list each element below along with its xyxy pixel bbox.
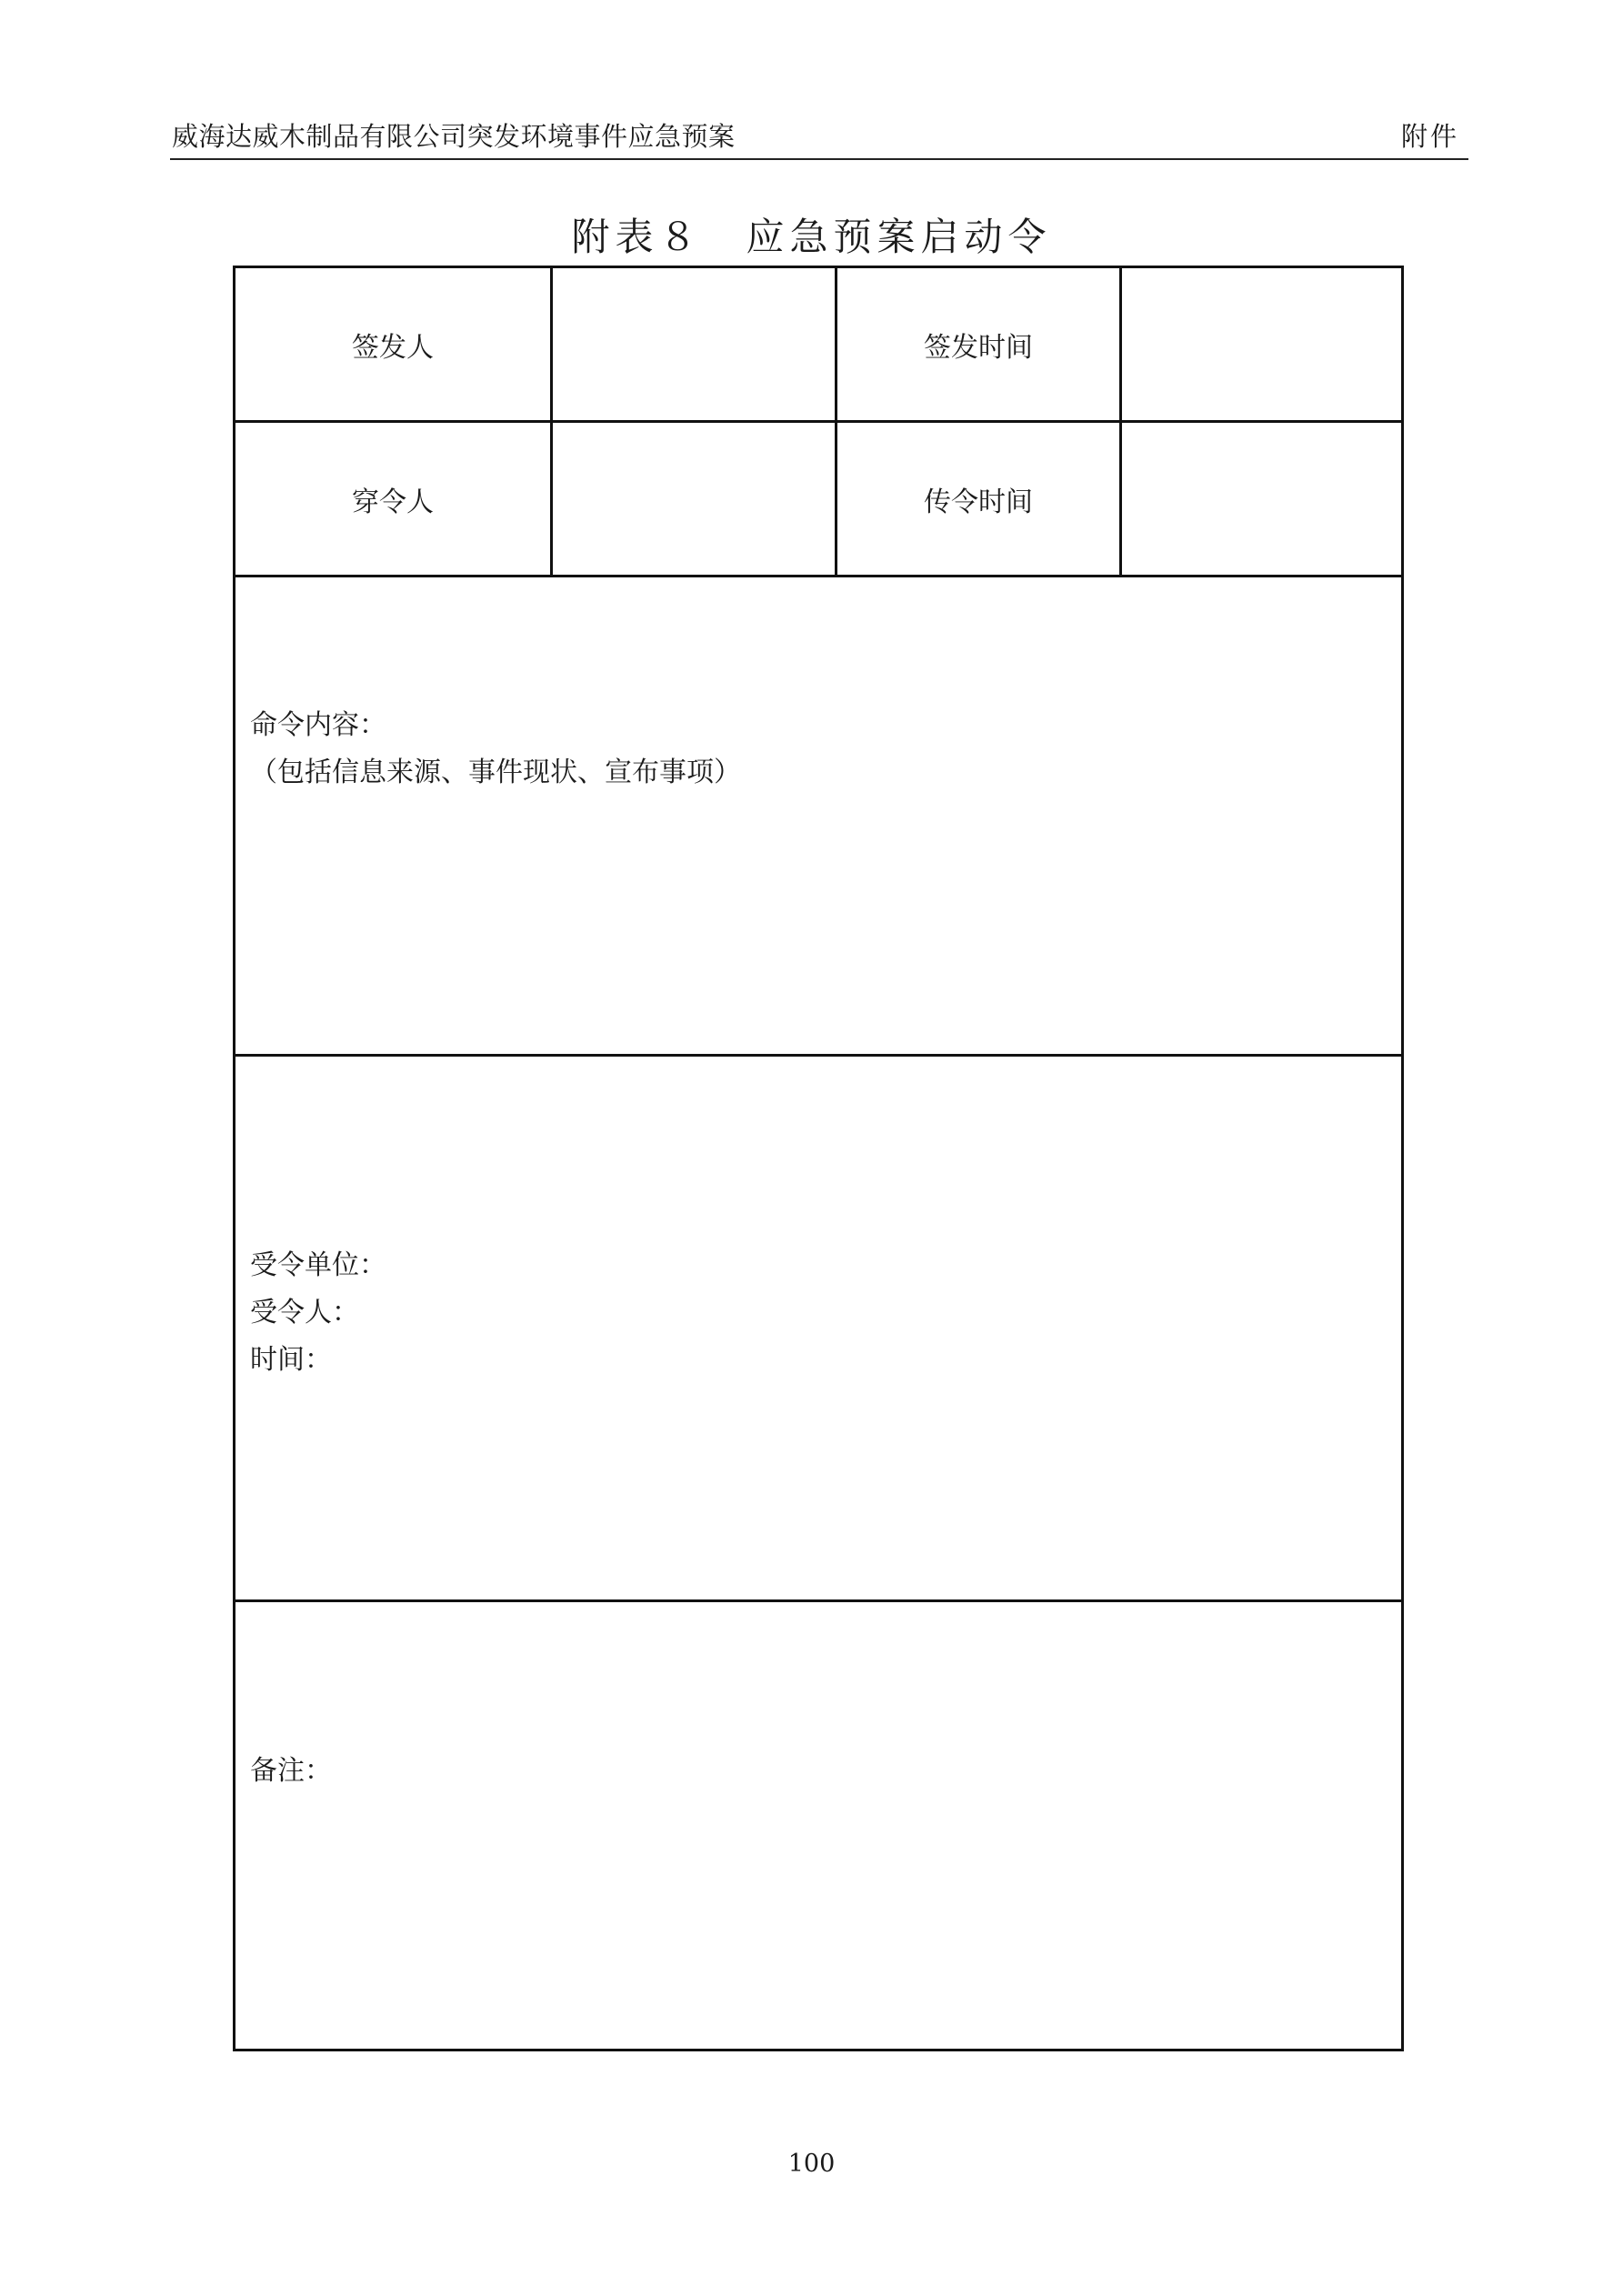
form-row-transmitter: [235, 423, 1401, 577]
issue-time-value-cell[interactable]: [1122, 268, 1401, 420]
command-content-text: [250, 702, 741, 797]
transmit-time-label: 传令时间: [837, 423, 1122, 575]
command-content-label: 命令内容：: [250, 709, 386, 741]
document-title: 附表８ 应急预案启动令: [571, 215, 1052, 259]
recipient-time-label: 时间：: [250, 1344, 332, 1376]
recipient-unit-label: 受令单位：: [250, 1249, 386, 1281]
form-row-issuer: [235, 268, 1401, 423]
page-number: 100: [787, 2150, 836, 2178]
remarks-block[interactable]: [235, 1602, 1401, 2049]
header-section: 附件: [1400, 121, 1459, 152]
issuer-label: 签发人: [235, 268, 553, 420]
remarks-text: [250, 1748, 332, 1795]
recipient-person-label: 受令人：: [250, 1297, 359, 1328]
transmitter-value-cell[interactable]: [553, 423, 837, 575]
recipient-block[interactable]: [235, 1057, 1401, 1602]
issue-time-label: 签发时间: [837, 268, 1122, 420]
issuer-value-cell[interactable]: [553, 268, 837, 420]
emergency-order-form: [233, 266, 1404, 2051]
recipient-text: [250, 1242, 386, 1384]
command-content-hint: （包括信息来源、事件现状、宣布事项）: [250, 757, 741, 788]
page-header: [170, 113, 1468, 160]
header-company-title: 威海达威木制品有限公司突发环境事件应急预案: [172, 121, 736, 152]
remarks-label: 备注：: [250, 1755, 332, 1787]
transmit-time-value-cell[interactable]: [1122, 423, 1401, 575]
command-content-block[interactable]: [235, 577, 1401, 1057]
transmitter-label: 穿令人: [235, 423, 553, 575]
